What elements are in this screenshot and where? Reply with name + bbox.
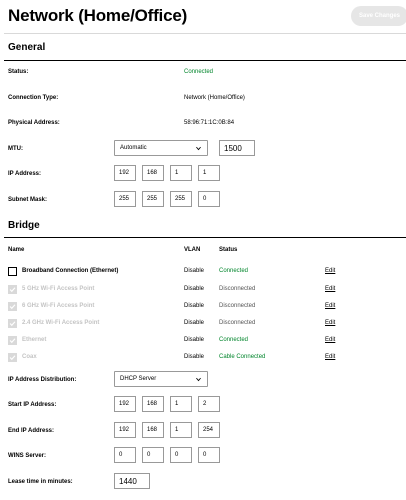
start-ip-label: Start IP Address: xyxy=(8,402,57,408)
check-icon xyxy=(9,354,16,361)
bridge-row-edit-link[interactable]: Edit xyxy=(325,303,336,309)
bridge-row-status: Disconnected xyxy=(219,286,256,292)
ip-octet-4-input[interactable]: 1 xyxy=(198,165,220,181)
start-ip-octet-4-input[interactable]: 2 xyxy=(198,396,220,412)
physical-address-label: Physical Address: xyxy=(8,120,60,126)
status-label: Status: xyxy=(8,69,29,75)
start-ip-octet-2-input[interactable]: 168 xyxy=(142,396,164,412)
bridge-row-name: Ethernet xyxy=(22,337,47,343)
bridge-row-name: 6 GHz Wi-Fi Access Point xyxy=(22,303,95,309)
divider xyxy=(4,33,406,34)
check-icon xyxy=(9,337,16,344)
start-ip-octet-1-input[interactable]: 192 xyxy=(114,396,136,412)
bridge-checkbox-disabled xyxy=(8,285,17,294)
bridge-row-name: 2.4 GHz Wi-Fi Access Point xyxy=(22,320,100,326)
chevron-down-icon xyxy=(195,145,202,152)
bridge-row-edit-link[interactable]: Edit xyxy=(325,268,336,274)
bridge-checkbox-disabled xyxy=(8,319,17,328)
bridge-row-name: Coax xyxy=(22,354,37,360)
mtu-label: MTU: xyxy=(8,146,23,152)
ip-distribution-select[interactable] xyxy=(114,371,208,387)
bridge-row-vlan: Disable xyxy=(184,320,205,326)
connection-type-value: Network (Home/Office) xyxy=(184,95,245,101)
bridge-row-status: Disconnected xyxy=(219,303,256,309)
wins-octet-1-input[interactable]: 0 xyxy=(114,447,136,463)
physical-address-value: 58:96:71:1C:0B:84 xyxy=(184,120,235,126)
ip-distribution-label: IP Address Distribution: xyxy=(8,377,77,383)
bridge-checkbox[interactable] xyxy=(8,267,17,276)
mask-octet-4-input[interactable]: 0 xyxy=(198,191,220,207)
column-header-vlan: VLAN xyxy=(184,247,201,253)
wins-octet-4-input[interactable]: 0 xyxy=(198,447,220,463)
mtu-select[interactable] xyxy=(114,140,208,156)
end-ip-octet-4-input[interactable]: 254 xyxy=(198,422,220,438)
wins-octet-3-input[interactable]: 0 xyxy=(170,447,192,463)
connection-type-label: Connection Type: xyxy=(8,95,59,101)
lease-time-label: Lease time in minutes: xyxy=(8,479,73,485)
bridge-row-edit-link[interactable]: Edit xyxy=(325,354,336,360)
bridge-row-edit-link[interactable]: Edit xyxy=(325,320,336,326)
wins-octet-2-input[interactable]: 0 xyxy=(142,447,164,463)
end-ip-label: End IP Address: xyxy=(8,428,55,434)
check-icon xyxy=(9,286,16,293)
mask-octet-3-input[interactable]: 255 xyxy=(170,191,192,207)
ip-octet-3-input[interactable]: 1 xyxy=(170,165,192,181)
bridge-row-status: Connected xyxy=(219,268,249,274)
bridge-row-vlan: Disable xyxy=(184,303,205,309)
page-title: Network (Home/Office) xyxy=(8,6,188,25)
mtu-value-input[interactable]: 1500 xyxy=(219,140,255,156)
wins-server-label: WINS Server: xyxy=(8,453,47,459)
bridge-row-name: 5 GHz Wi-Fi Access Point xyxy=(22,286,95,292)
ip-octet-1-input[interactable]: 192 xyxy=(114,165,136,181)
status-value: Connected xyxy=(184,69,214,75)
bridge-row-status: Disconnected xyxy=(219,320,256,326)
bridge-row-status: Connected xyxy=(219,337,249,343)
divider xyxy=(4,237,406,238)
chevron-down-icon xyxy=(195,376,202,383)
mask-octet-2-input[interactable]: 255 xyxy=(142,191,164,207)
bridge-checkbox-disabled xyxy=(8,302,17,311)
bridge-row-edit-link[interactable]: Edit xyxy=(325,286,336,292)
bridge-row-name: Broadband Connection (Ethernet) xyxy=(22,268,119,274)
bridge-row-vlan: Disable xyxy=(184,337,205,343)
lease-time-input[interactable]: 1440 xyxy=(114,473,150,489)
divider xyxy=(4,60,406,61)
ip-address-label: IP Address: xyxy=(8,171,42,177)
mtu-select-value: Automatic xyxy=(120,145,147,151)
subnet-mask-label: Subnet Mask: xyxy=(8,197,48,203)
bridge-row-vlan: Disable xyxy=(184,354,205,360)
end-ip-octet-2-input[interactable]: 168 xyxy=(142,422,164,438)
bridge-row-vlan: Disable xyxy=(184,286,205,292)
start-ip-octet-3-input[interactable]: 1 xyxy=(170,396,192,412)
save-changes-button[interactable]: Save Changes xyxy=(351,6,406,26)
bridge-row-edit-link[interactable]: Edit xyxy=(325,337,336,343)
check-icon xyxy=(9,320,16,327)
end-ip-octet-1-input[interactable]: 192 xyxy=(114,422,136,438)
bridge-row-vlan: Disable xyxy=(184,268,205,274)
bridge-checkbox-disabled xyxy=(8,353,17,362)
column-header-status: Status xyxy=(219,247,238,253)
bridge-row-status: Cable Connected xyxy=(219,354,266,360)
end-ip-octet-3-input[interactable]: 1 xyxy=(170,422,192,438)
check-icon xyxy=(9,303,16,310)
column-header-name: Name xyxy=(8,247,25,253)
ip-octet-2-input[interactable]: 168 xyxy=(142,165,164,181)
bridge-checkbox-disabled xyxy=(8,336,17,345)
mask-octet-1-input[interactable]: 255 xyxy=(114,191,136,207)
section-title-bridge: Bridge xyxy=(8,220,40,231)
section-title-general: General xyxy=(8,42,46,53)
ip-distribution-select-value: DHCP Server xyxy=(120,376,157,382)
